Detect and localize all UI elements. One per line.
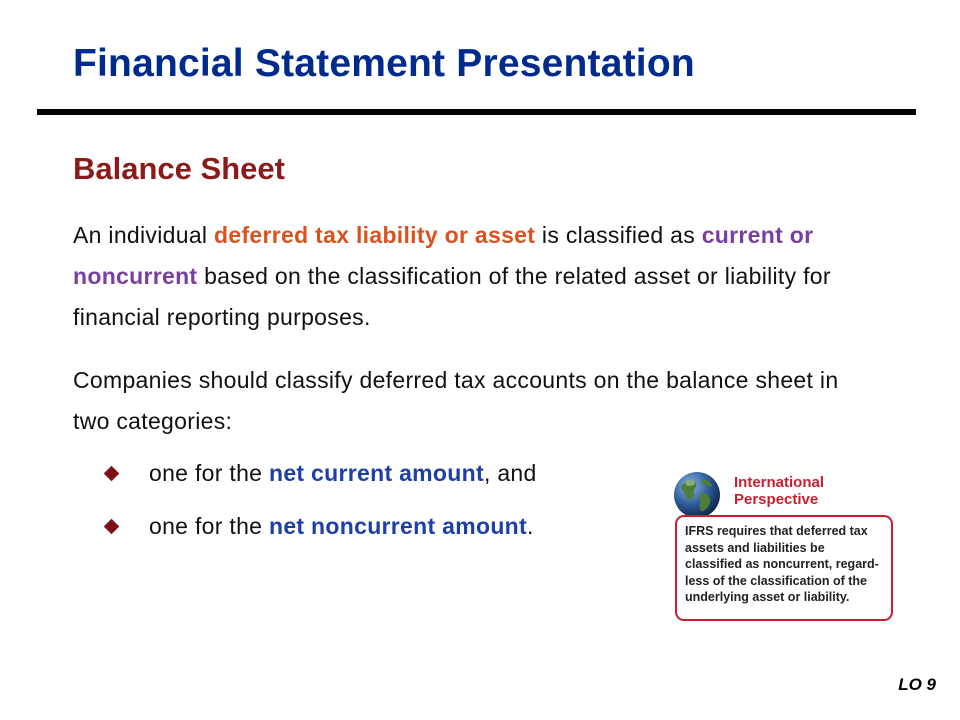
learning-objective-label: LO 9 <box>898 675 936 694</box>
bullet-text-pre: one for the <box>149 460 269 486</box>
paragraph-categories: Companies should classify deferred tax accounts on the balance sheet in two categories: <box>73 367 839 434</box>
bullet-item-net-current <box>104 460 537 487</box>
slide-title: Financial Statement Presentation <box>73 42 695 85</box>
bullet-text-post: . <box>527 513 534 539</box>
intl-perspective-text: IFRS requires that deferred tax assets and liabilities be classified as noncurrent, regard-less of the classification of the underlying asset or liability. <box>675 515 893 621</box>
bullet-text-bold: net current amount <box>268 460 484 486</box>
para1-text-3: based on the classification of the related asset or liability for financial reporting purposes. <box>73 263 831 330</box>
bullet-text-pre: one for the <box>149 513 269 539</box>
globe-icon <box>672 470 722 520</box>
paragraph-classification <box>73 215 873 338</box>
bullet-item-net-noncurrent <box>104 513 534 540</box>
intl-heading-line-1: International <box>734 474 825 491</box>
title-underline <box>37 109 916 115</box>
section-heading: Balance Sheet <box>73 151 285 186</box>
para1-text-2: is classified as <box>535 222 702 248</box>
para1-highlight-deferred-tax: deferred tax liability or asset <box>214 222 536 248</box>
para1-text-1: An individual <box>73 222 215 248</box>
bullet-diamond-icon <box>104 519 120 535</box>
bullet-diamond-icon <box>104 466 120 482</box>
intl-heading-line-2: Perspective <box>734 491 819 508</box>
bullet-text-post: , and <box>483 460 537 486</box>
intl-perspective-heading <box>734 474 824 508</box>
international-perspective-box <box>668 470 900 625</box>
bullet-text-bold: net noncurrent amount <box>268 513 527 539</box>
para1-highlight-current-noncurrent: current or noncurrent <box>73 222 814 289</box>
